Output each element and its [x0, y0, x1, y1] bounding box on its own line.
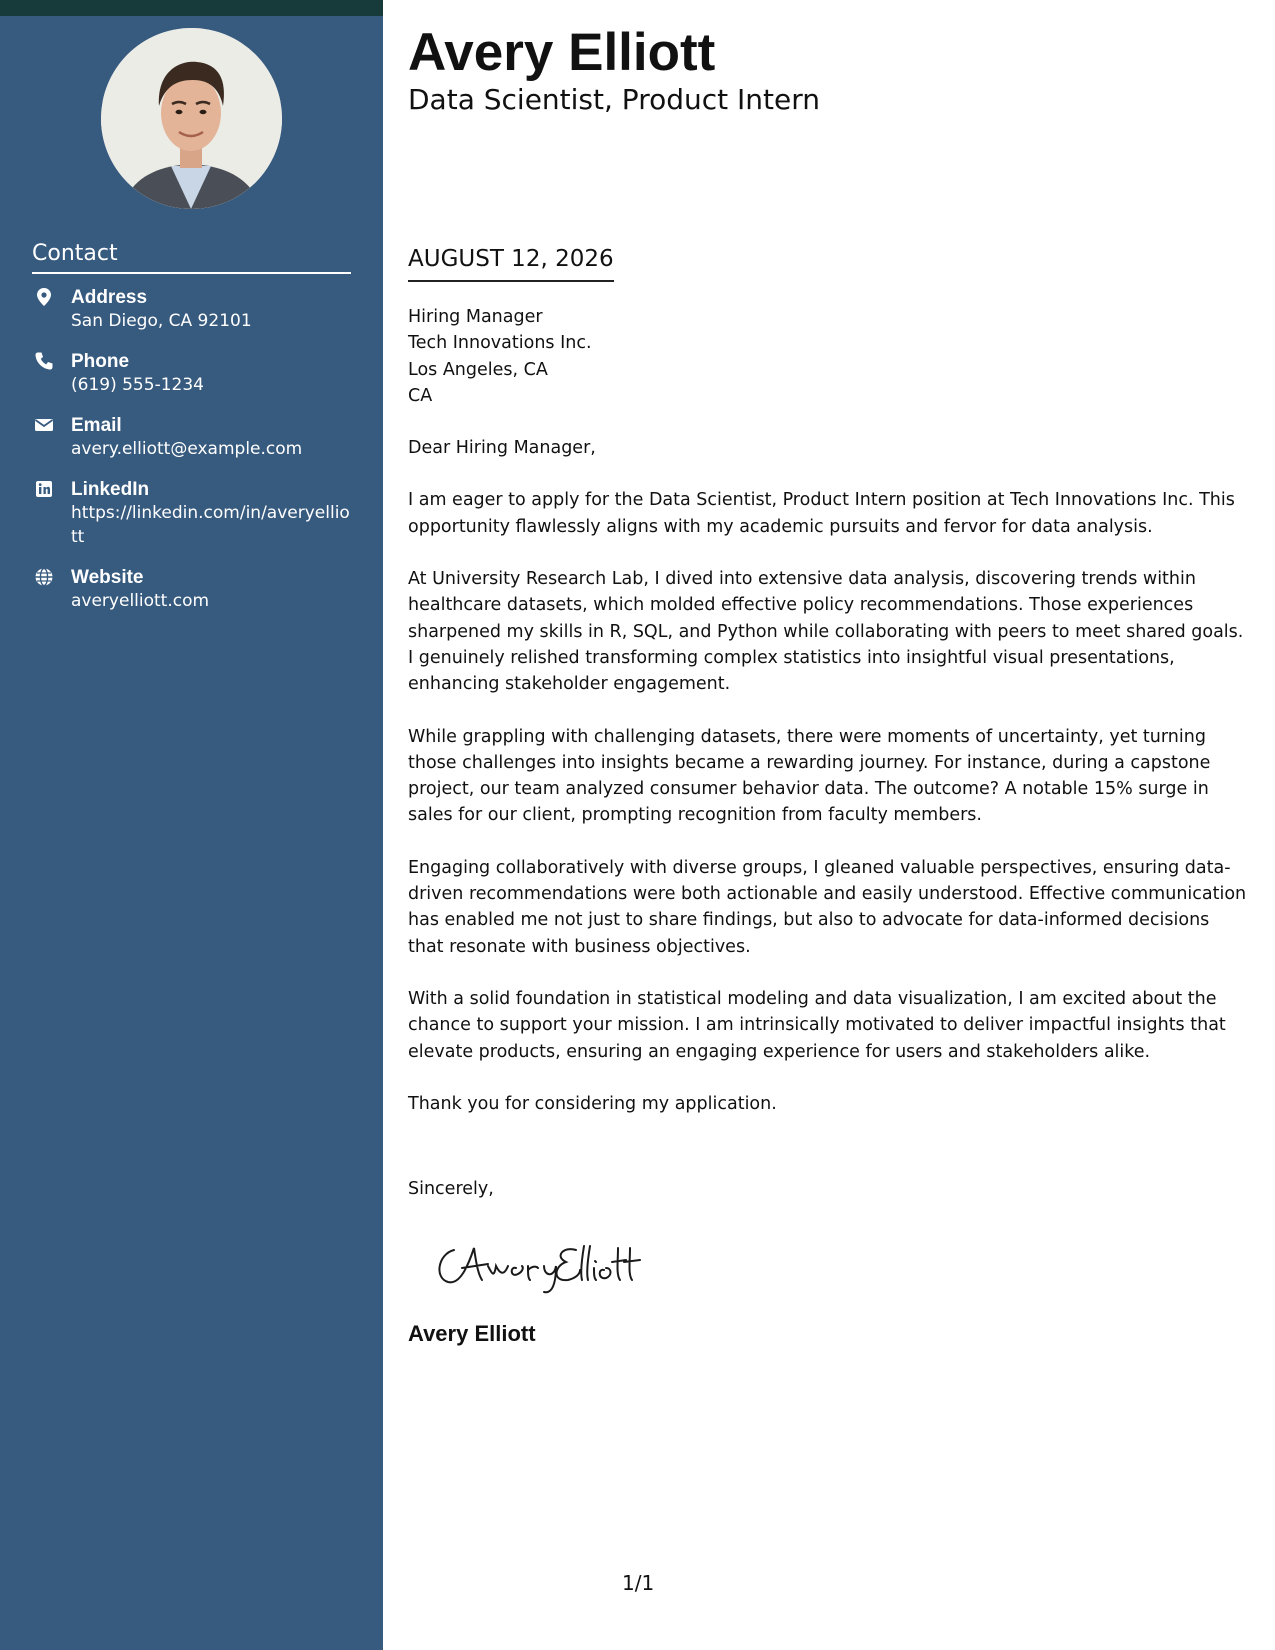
- letter-paragraph: At University Research Lab, I dived into extensive data analysis, discovering trends within healthcare datasets, which molded effective policy recommendations. Those experiences sharpened my skills in R, SQL, and Python while collaborating with peers to meet shared goals. I genuinely relished transforming complex statistics into insightful visual presentations, enhancing stakeholder engagement.: [408, 569, 1244, 695]
- contact-label: Phone: [71, 351, 130, 372]
- letter-paragraph: With a solid foundation in statistical modeling and data visualization, I am excited about the chance to support your mission. I am intrinsically motivated to deliver impactful insights that elevate products, ensuring an engaging experience for users and stakeholders alike.: [408, 988, 1226, 1062]
- avatar-photo-icon: [101, 28, 282, 209]
- contact-value[interactable]: avery.elliott@example.com: [71, 439, 303, 459]
- recipient-line: CA: [408, 385, 433, 406]
- contact-label: LinkedIn: [71, 479, 150, 500]
- contact-value[interactable]: averyelliott.com: [71, 591, 210, 611]
- recipient-line: Los Angeles, CA: [408, 359, 548, 380]
- avatar: [101, 28, 282, 209]
- contact-list: [32, 286, 352, 630]
- handwritten-signature: [430, 1228, 650, 1298]
- closing: Sincerely,: [408, 1179, 494, 1199]
- phone-icon: [34, 351, 54, 371]
- contact-label: Email: [71, 415, 122, 436]
- salutation: Dear Hiring Manager,: [408, 438, 596, 459]
- letter-paragraph: Engaging collaboratively with diverse groups, I gleaned valuable perspectives, ensuring data-driven recommendations were both actionable and easily understood. Effective communication has enabled me not just to share findings, but also to advocate for data-informed decisions that resonate with business objectives.: [408, 857, 1247, 957]
- linkedin-icon: [34, 479, 54, 499]
- recipient-block: [408, 304, 1250, 409]
- letter-paragraph: While grappling with challenging datasets, there were moments of uncertainty, yet turning those challenges into insights became a rewarding journey. For instance, during a capstone project, our team analyzed consumer behavior data. The outcome? A notable 15% surge in sales for our client, prompting recognition from faculty members.: [408, 726, 1211, 826]
- recipient-line: Hiring Manager: [408, 307, 543, 327]
- contact-value: (619) 555-1234: [71, 375, 204, 395]
- job-title: Data Scientist, Product Intern: [408, 83, 820, 116]
- letter-paragraph: Thank you for considering my application.: [408, 1093, 777, 1114]
- contact-label: Address: [71, 287, 148, 308]
- signed-name: Avery Elliott: [408, 1321, 536, 1346]
- location-pin-icon: [34, 287, 54, 307]
- letter-paragraph: I am eager to apply for the Data Scientist, Product Intern position at Tech Innovations Inc. This opportunity flawlessly aligns with my academic pursuits and fervor for data analysis.: [408, 490, 1235, 537]
- applicant-name: Avery Elliott: [408, 23, 716, 82]
- sidebar: [0, 0, 383, 1650]
- contact-website: [32, 566, 352, 613]
- page-number: 1/1: [622, 1571, 655, 1595]
- contact-value[interactable]: https://linkedin.com/in/averyelliott: [71, 503, 350, 547]
- contact-linkedin: [32, 478, 352, 549]
- contact-label: Website: [71, 567, 144, 588]
- contact-heading: Contact: [32, 240, 351, 274]
- sidebar-top-band: [0, 0, 383, 16]
- contact-email: [32, 414, 352, 461]
- contact-address: [32, 286, 352, 333]
- envelope-icon: [34, 415, 54, 435]
- letter-body: [408, 304, 1250, 1143]
- globe-icon: [34, 567, 54, 587]
- recipient-line: Tech Innovations Inc.: [408, 333, 592, 354]
- letter-date: AUGUST 12, 2026: [408, 244, 614, 282]
- contact-value: San Diego, CA 92101: [71, 311, 252, 331]
- contact-phone: [32, 350, 352, 397]
